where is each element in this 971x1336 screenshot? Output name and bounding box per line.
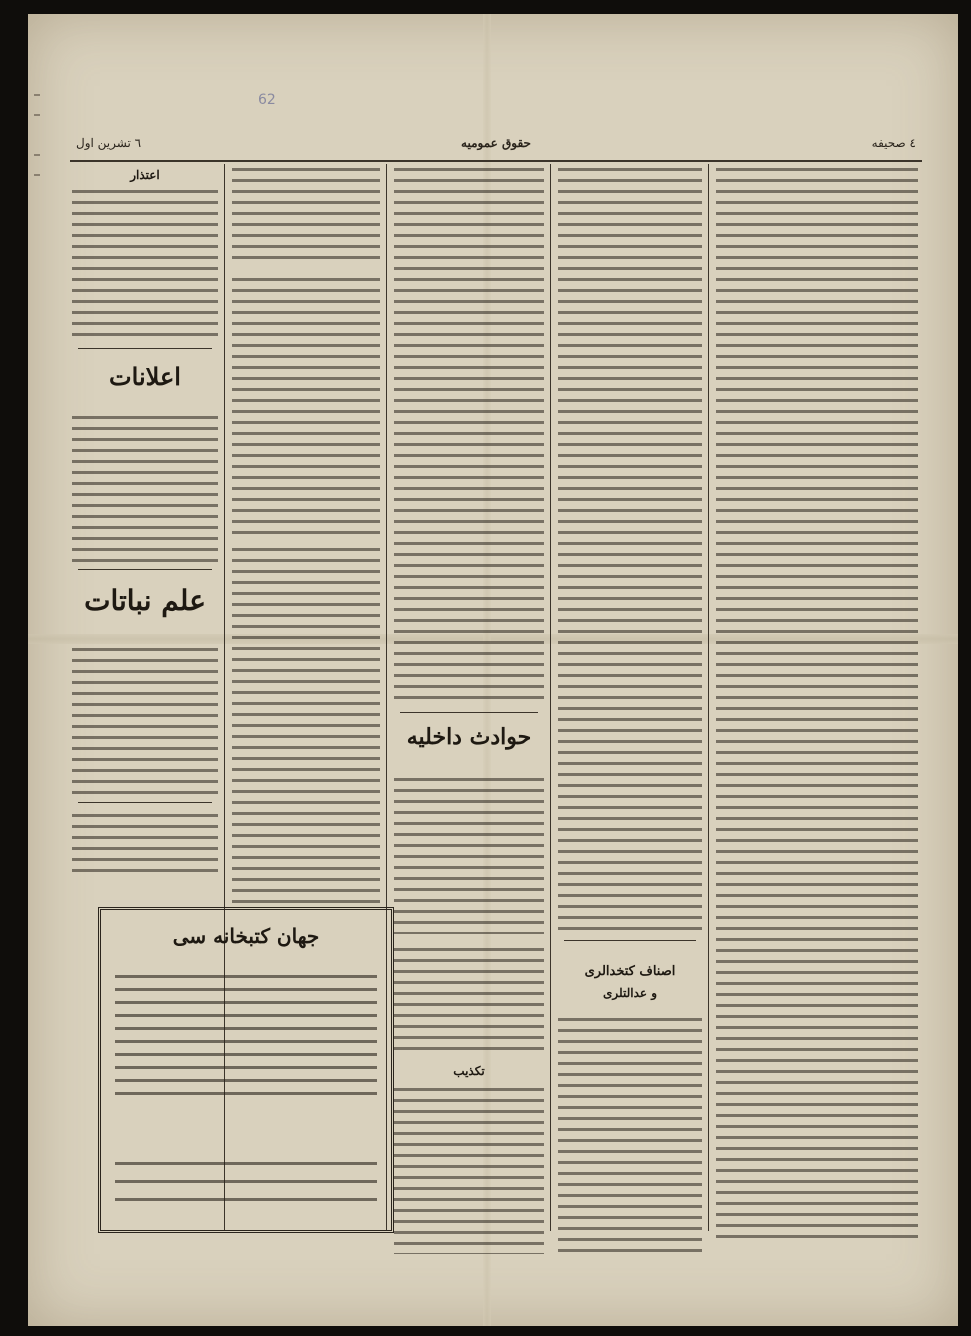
separator [400,712,538,713]
itizar-heading: اعتذار [130,168,160,182]
margin-mark [34,114,40,116]
separator [78,348,212,349]
pencil-note: 62 [258,92,276,108]
ad-title: جهان كتبخانه سی [172,924,320,948]
newspaper-page [28,14,958,1326]
column-text [232,544,380,904]
column-1 [712,164,922,1246]
havadis-heading: حوادث داخلیه [406,724,532,750]
column-rule [708,164,709,1231]
ilanlar-heading: اعلانات [109,362,181,391]
column-text [72,412,218,562]
column-text [394,164,544,704]
column-text [232,164,380,264]
page-header [70,132,922,162]
column-text [558,1014,702,1254]
column-text [72,186,218,336]
issue-date: ٦ تشرين اول [76,136,142,150]
margin-mark [34,154,40,156]
column-5 [68,164,222,866]
esnaf-subheading: و عدالتلری [602,986,658,1000]
column-2 [554,164,706,1246]
advertisement-box [98,907,394,1233]
margin-mark [34,174,40,176]
ad-text [115,970,377,1100]
column-4 [228,164,384,916]
page-number: ٤ صحيفه [871,136,916,150]
separator [564,940,696,941]
newspaper-title: حقوق عمومیه [461,136,531,150]
column-text [394,944,544,1054]
column-3 [390,164,548,1246]
column-text [394,1084,544,1254]
separator [78,569,212,570]
separator [78,802,212,803]
esnaf-heading: اصناف كتخدالری [584,964,676,979]
ad-footer-text [115,1156,377,1216]
column-text [394,774,544,934]
column-text [232,274,380,534]
column-text [72,644,218,794]
column-text [72,810,218,880]
column-rule [550,164,551,1231]
tekzib-heading: تكذیب [453,1064,485,1078]
margin-mark [34,94,40,96]
column-text [558,164,702,934]
column-text [716,164,918,1246]
ilm-nebatat-heading: علم نباتات [84,584,206,617]
